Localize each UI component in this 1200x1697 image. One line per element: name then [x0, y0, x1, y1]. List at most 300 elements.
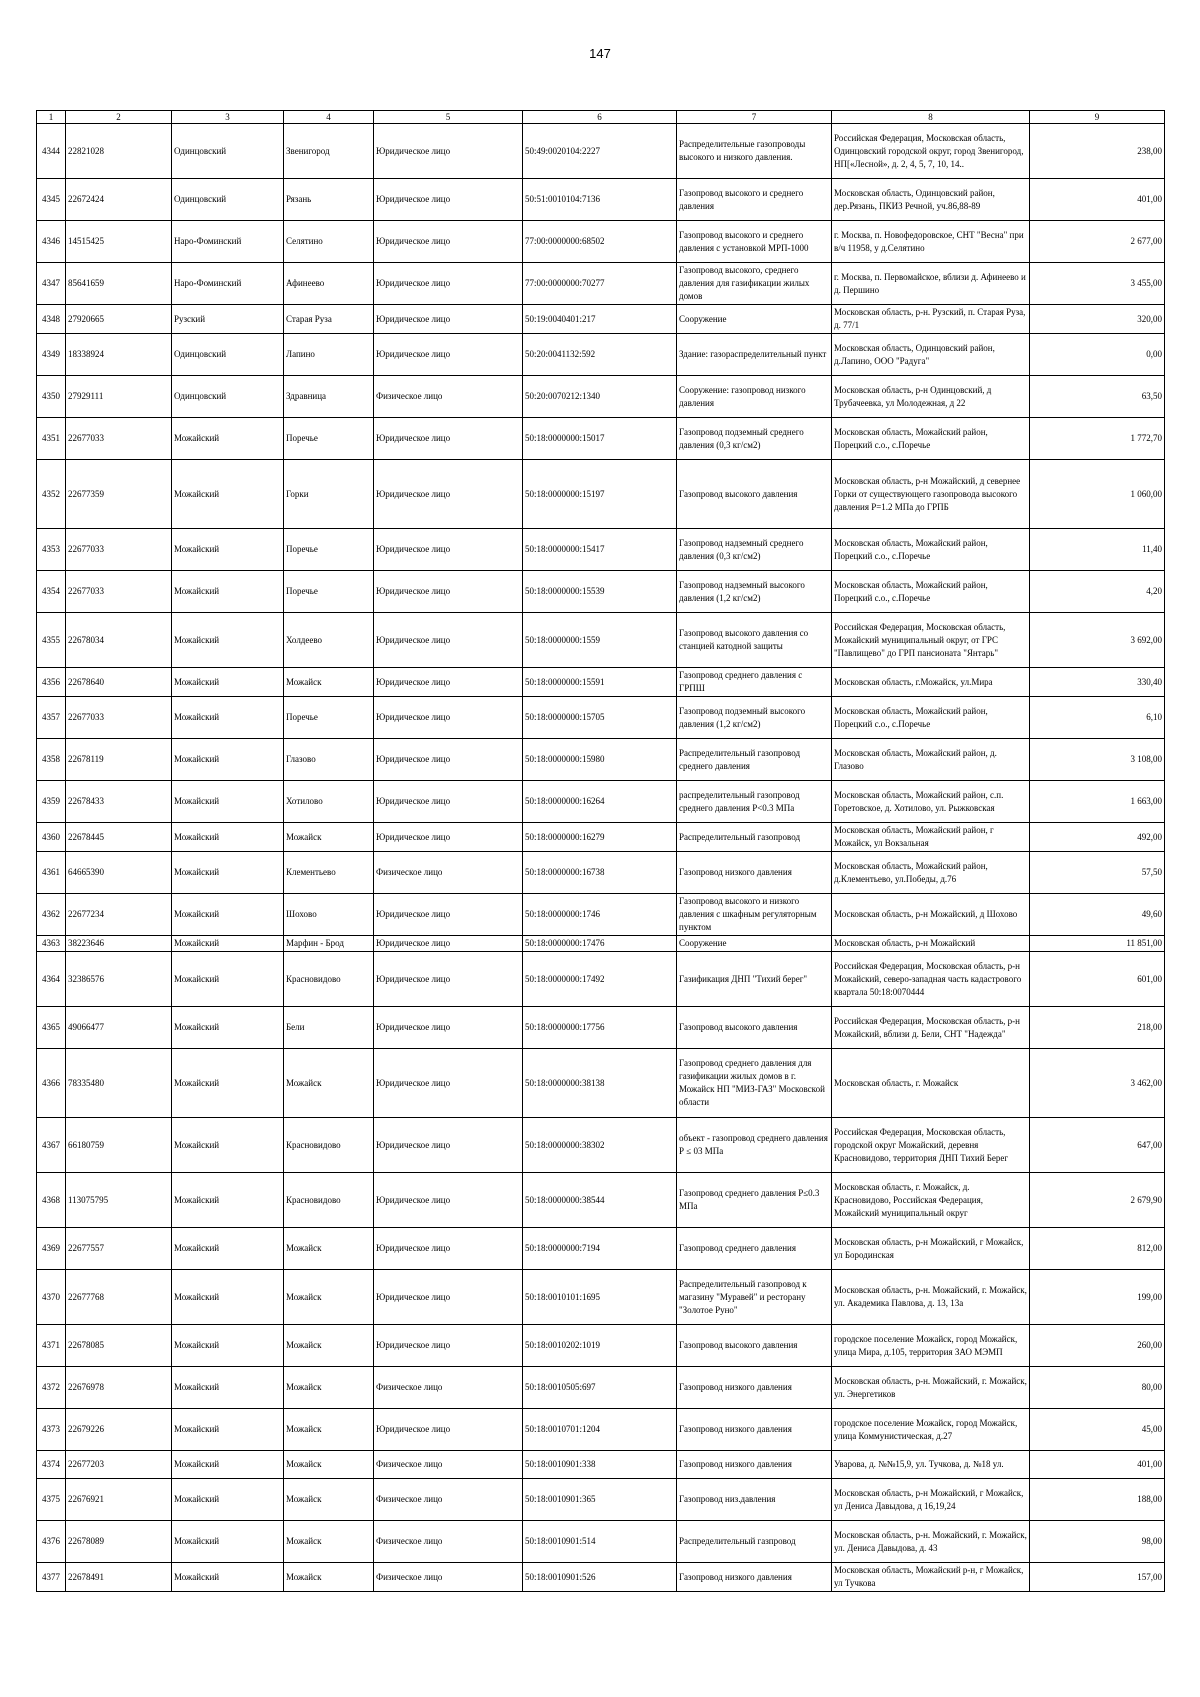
table-row	[37, 1007, 1165, 1049]
record-id-cell: 22678119	[66, 739, 172, 781]
object-description-cell: Распределительные газопроводы высокого и низкого давления.	[677, 124, 832, 179]
district-cell: Можайский	[172, 1118, 284, 1173]
cadastral-number-cell: 50:18:0000000:15197	[523, 460, 677, 529]
cadastral-number-cell: 50:18:0010505:697	[523, 1367, 677, 1409]
object-description-cell: Газопровод низ.давления	[677, 1479, 832, 1521]
cadastral-number-cell: 50:49:0020104:2227	[523, 124, 677, 179]
row-number-cell: 4366	[37, 1049, 66, 1118]
object-description-cell: Газопровод высокого и среднего давления	[677, 179, 832, 221]
object-description-cell: распределительный газопровод среднего давления Р<0.3 МПа	[677, 781, 832, 823]
cadastral-number-cell: 50:18:0010901:514	[523, 1521, 677, 1563]
locality-cell: Шохово	[284, 894, 374, 936]
district-cell: Одинцовский	[172, 124, 284, 179]
locality-cell: Можайск	[284, 1563, 374, 1592]
district-cell: Можайский	[172, 1367, 284, 1409]
row-number-cell: 4356	[37, 668, 66, 697]
row-number-cell: 4367	[37, 1118, 66, 1173]
locality-cell: Красновидово	[284, 1173, 374, 1228]
locality-cell: Бели	[284, 1007, 374, 1049]
owner-type-cell: Юридическое лицо	[374, 529, 523, 571]
locality-cell: Можайск	[284, 823, 374, 852]
object-description-cell: Газопровод низкого давления	[677, 1451, 832, 1479]
cadastral-number-cell: 50:18:0000000:17476	[523, 936, 677, 952]
area-value-cell: 4,20	[1030, 571, 1165, 613]
column-number-header: 9	[1030, 111, 1165, 124]
record-id-cell: 78335480	[66, 1049, 172, 1118]
owner-type-cell: Юридическое лицо	[374, 1007, 523, 1049]
district-cell: Можайский	[172, 952, 284, 1007]
object-description-cell: объект - газопровод среднего давления Р ≤ 03 МПа	[677, 1118, 832, 1173]
table-row	[37, 1563, 1165, 1592]
column-number-header: 6	[523, 111, 677, 124]
owner-type-cell: Юридическое лицо	[374, 894, 523, 936]
object-description-cell: Газопровод низкого давления	[677, 1409, 832, 1451]
record-id-cell: 49066477	[66, 1007, 172, 1049]
area-value-cell: 199,00	[1030, 1270, 1165, 1325]
column-number-header: 5	[374, 111, 523, 124]
area-value-cell: 401,00	[1030, 179, 1165, 221]
object-description-cell: Газопровод высокого, среднего давления для газификации жилых домов	[677, 263, 832, 305]
object-description-cell: Газопровод надземный среднего давления (0,3 кг/см2)	[677, 529, 832, 571]
owner-type-cell: Юридическое лицо	[374, 179, 523, 221]
cadastral-number-cell: 50:18:0010701:1204	[523, 1409, 677, 1451]
address-cell: Московская область, г. Можайск	[832, 1049, 1030, 1118]
area-value-cell: 157,00	[1030, 1563, 1165, 1592]
table-row	[37, 894, 1165, 936]
object-description-cell: Газопровод надземный высокого давления (1,2 кг/см2)	[677, 571, 832, 613]
cadastral-number-cell: 50:18:0000000:1746	[523, 894, 677, 936]
address-cell: Московская область, г. Можайск, д. Красновидово, Российская Федерация, Можайский муниципальный округ	[832, 1173, 1030, 1228]
address-cell: Московская область, Можайский район, с.п. Горетовское, д. Хотилово, ул. Рыжковская	[832, 781, 1030, 823]
address-cell: Российская Федерация, Московская область, Можайский муниципальный округ, от ГРС "Павлищево" до ГРП пансионата "Янтарь"	[832, 613, 1030, 668]
object-description-cell: Сооружение: газопровод низкого давления	[677, 376, 832, 418]
table-row	[37, 739, 1165, 781]
record-id-cell: 18338924	[66, 334, 172, 376]
address-cell: Московская область, р-н Можайский, д Шохово	[832, 894, 1030, 936]
table-row	[37, 697, 1165, 739]
cadastral-number-cell: 50:18:0000000:7194	[523, 1228, 677, 1270]
object-description-cell: Здание: газораспределительный пункт	[677, 334, 832, 376]
address-cell: Московская область, р-н Можайский	[832, 936, 1030, 952]
locality-cell: Звенигород	[284, 124, 374, 179]
locality-cell: Рязань	[284, 179, 374, 221]
table-row	[37, 529, 1165, 571]
cadastral-number-cell: 50:19:0040401:217	[523, 305, 677, 334]
locality-cell: Красновидово	[284, 952, 374, 1007]
owner-type-cell: Юридическое лицо	[374, 1325, 523, 1367]
district-cell: Можайский	[172, 1173, 284, 1228]
cadastral-number-cell: 50:18:0010202:1019	[523, 1325, 677, 1367]
row-number-cell: 4355	[37, 613, 66, 668]
district-cell: Можайский	[172, 823, 284, 852]
column-number-header: 4	[284, 111, 374, 124]
owner-type-cell: Физическое лицо	[374, 376, 523, 418]
record-id-cell: 22677359	[66, 460, 172, 529]
cadastral-number-cell: 50:18:0000000:38302	[523, 1118, 677, 1173]
table-row	[37, 334, 1165, 376]
object-description-cell: Газопровод высокого давления	[677, 460, 832, 529]
object-description-cell: Газопровод высокого давления со станцией катодной защиты	[677, 613, 832, 668]
area-value-cell: 57,50	[1030, 852, 1165, 894]
owner-type-cell: Физическое лицо	[374, 852, 523, 894]
row-number-cell: 4354	[37, 571, 66, 613]
address-cell: Московская область, Одинцовский район, д.Лапино, ООО "Радуга"	[832, 334, 1030, 376]
table-row	[37, 305, 1165, 334]
object-description-cell: Газопровод высокого давления	[677, 1325, 832, 1367]
cadastral-number-cell: 50:18:0000000:16264	[523, 781, 677, 823]
locality-cell: Горки	[284, 460, 374, 529]
record-id-cell: 14515425	[66, 221, 172, 263]
table-row	[37, 571, 1165, 613]
locality-cell: Лапино	[284, 334, 374, 376]
table-row	[37, 376, 1165, 418]
object-description-cell: Газопровод среднего давления Р≤0.3 МПа	[677, 1173, 832, 1228]
table-row	[37, 1270, 1165, 1325]
page-number: 147	[589, 46, 611, 61]
locality-cell: Можайск	[284, 1479, 374, 1521]
area-value-cell: 492,00	[1030, 823, 1165, 852]
object-description-cell: Газопровод высокого и низкого давления с шкафным регуляторным пунктом	[677, 894, 832, 936]
area-value-cell: 1 663,00	[1030, 781, 1165, 823]
table-row	[37, 1049, 1165, 1118]
area-value-cell: 45,00	[1030, 1409, 1165, 1451]
record-id-cell: 22678640	[66, 668, 172, 697]
table-row	[37, 179, 1165, 221]
table-row	[37, 1479, 1165, 1521]
owner-type-cell: Юридическое лицо	[374, 697, 523, 739]
district-cell: Одинцовский	[172, 334, 284, 376]
owner-type-cell: Физическое лицо	[374, 1479, 523, 1521]
district-cell: Можайский	[172, 1451, 284, 1479]
record-id-cell: 22678445	[66, 823, 172, 852]
record-id-cell: 22678085	[66, 1325, 172, 1367]
row-number-cell: 4361	[37, 852, 66, 894]
record-id-cell: 22676978	[66, 1367, 172, 1409]
cadastral-number-cell: 50:18:0000000:16279	[523, 823, 677, 852]
area-value-cell: 812,00	[1030, 1228, 1165, 1270]
locality-cell: Можайск	[284, 1270, 374, 1325]
column-number-header: 7	[677, 111, 832, 124]
row-number-cell: 4349	[37, 334, 66, 376]
district-cell: Можайский	[172, 529, 284, 571]
row-number-cell: 4365	[37, 1007, 66, 1049]
locality-cell: Здравница	[284, 376, 374, 418]
table-row	[37, 613, 1165, 668]
locality-cell: Афинеево	[284, 263, 374, 305]
cadastral-number-cell: 50:18:0000000:16738	[523, 852, 677, 894]
object-description-cell: Газопровод высокого и среднего давления с установкой МРП-1000	[677, 221, 832, 263]
area-value-cell: 320,00	[1030, 305, 1165, 334]
area-value-cell: 0,00	[1030, 334, 1165, 376]
table-row	[37, 1451, 1165, 1479]
record-id-cell: 113075795	[66, 1173, 172, 1228]
cadastral-number-cell: 50:18:0000000:15980	[523, 739, 677, 781]
cadastral-number-cell: 50:18:0000000:1559	[523, 613, 677, 668]
locality-cell: Марфин - Брод	[284, 936, 374, 952]
area-value-cell: 188,00	[1030, 1479, 1165, 1521]
cadastral-number-cell: 50:18:0000000:38544	[523, 1173, 677, 1228]
address-cell: Московская область, р-н. Можайский, г. Можайск, ул. Академика Павлова, д. 13, 13а	[832, 1270, 1030, 1325]
locality-cell: Поречье	[284, 571, 374, 613]
area-value-cell: 49,60	[1030, 894, 1165, 936]
address-cell: Российская Федерация, Московская область, городской округ Можайский, деревня Красновидово, территория ДНП Тихий Берег	[832, 1118, 1030, 1173]
address-cell: Московская область, р-н. Можайский, г. Можайск, ул. Дениса Давыдова, д. 43	[832, 1521, 1030, 1563]
address-cell: Московская область, Можайский район, г Можайск, ул Вокзальная	[832, 823, 1030, 852]
row-number-cell: 4348	[37, 305, 66, 334]
owner-type-cell: Юридическое лицо	[374, 1228, 523, 1270]
locality-cell: Красновидово	[284, 1118, 374, 1173]
area-value-cell: 3 462,00	[1030, 1049, 1165, 1118]
record-id-cell: 27920665	[66, 305, 172, 334]
address-cell: Российская Федерация, Московская область, р-н Можайский, вблизи д. Бели, СНТ "Надежда"	[832, 1007, 1030, 1049]
record-id-cell: 85641659	[66, 263, 172, 305]
area-value-cell: 11 851,00	[1030, 936, 1165, 952]
table-row	[37, 124, 1165, 179]
address-cell: Московская область, р-н Можайский, г Можайск, ул Бородинская	[832, 1228, 1030, 1270]
object-description-cell: Сооружение	[677, 936, 832, 952]
cadastral-number-cell: 50:18:0000000:15539	[523, 571, 677, 613]
cadastral-number-cell: 50:20:0041132:592	[523, 334, 677, 376]
row-number-cell: 4351	[37, 418, 66, 460]
record-id-cell: 22677203	[66, 1451, 172, 1479]
owner-type-cell: Юридическое лицо	[374, 1270, 523, 1325]
row-number-cell: 4370	[37, 1270, 66, 1325]
cadastral-number-cell: 50:18:0000000:38138	[523, 1049, 677, 1118]
cadastral-number-cell: 50:18:0000000:15017	[523, 418, 677, 460]
district-cell: Наро-Фоминский	[172, 221, 284, 263]
record-id-cell: 22679226	[66, 1409, 172, 1451]
owner-type-cell: Физическое лицо	[374, 1521, 523, 1563]
locality-cell: Можайск	[284, 1521, 374, 1563]
district-cell: Одинцовский	[172, 179, 284, 221]
record-id-cell: 22677033	[66, 571, 172, 613]
area-value-cell: 401,00	[1030, 1451, 1165, 1479]
district-cell: Можайский	[172, 894, 284, 936]
record-id-cell: 22677557	[66, 1228, 172, 1270]
address-cell: Московская область, Можайский район, д. Глазово	[832, 739, 1030, 781]
district-cell: Можайский	[172, 1325, 284, 1367]
area-value-cell: 98,00	[1030, 1521, 1165, 1563]
object-description-cell: Распределительный газпровод	[677, 1521, 832, 1563]
locality-cell: Поречье	[284, 697, 374, 739]
owner-type-cell: Юридическое лицо	[374, 1173, 523, 1228]
owner-type-cell: Юридическое лицо	[374, 1409, 523, 1451]
district-cell: Можайский	[172, 418, 284, 460]
owner-type-cell: Юридическое лицо	[374, 936, 523, 952]
cadastral-number-cell: 77:00:0000000:70277	[523, 263, 677, 305]
area-value-cell: 11,40	[1030, 529, 1165, 571]
row-number-cell: 4372	[37, 1367, 66, 1409]
district-cell: Можайский	[172, 1270, 284, 1325]
cadastral-number-cell: 50:18:0010901:338	[523, 1451, 677, 1479]
owner-type-cell: Юридическое лицо	[374, 221, 523, 263]
gas-pipeline-register-table	[36, 110, 1165, 1592]
area-value-cell: 601,00	[1030, 952, 1165, 1007]
owner-type-cell: Юридическое лицо	[374, 1118, 523, 1173]
cadastral-number-cell: 50:18:0010101:1695	[523, 1270, 677, 1325]
table-row	[37, 1118, 1165, 1173]
table-row	[37, 1173, 1165, 1228]
address-cell: Московская область, Можайский район, д.Клементьево, ул.Победы, д.76	[832, 852, 1030, 894]
cadastral-number-cell: 50:18:0000000:15591	[523, 668, 677, 697]
record-id-cell: 22677033	[66, 529, 172, 571]
owner-type-cell: Юридическое лицо	[374, 781, 523, 823]
locality-cell: Старая Руза	[284, 305, 374, 334]
row-number-cell: 4352	[37, 460, 66, 529]
area-value-cell: 647,00	[1030, 1118, 1165, 1173]
area-value-cell: 260,00	[1030, 1325, 1165, 1367]
area-value-cell: 2 679,90	[1030, 1173, 1165, 1228]
table-row	[37, 1409, 1165, 1451]
object-description-cell: Газопровод низкого давления	[677, 1563, 832, 1592]
row-number-cell: 4358	[37, 739, 66, 781]
owner-type-cell: Юридическое лицо	[374, 952, 523, 1007]
address-cell: Московская область, г.Можайск, ул.Мира	[832, 668, 1030, 697]
owner-type-cell: Юридическое лицо	[374, 334, 523, 376]
address-cell: Московская область, р-н. Рузский, п. Старая Руза, д. 77/1	[832, 305, 1030, 334]
record-id-cell: 27929111	[66, 376, 172, 418]
area-value-cell: 2 677,00	[1030, 221, 1165, 263]
cadastral-number-cell: 50:18:0010901:365	[523, 1479, 677, 1521]
table-row	[37, 852, 1165, 894]
address-cell: Уварова, д. №№15,9, ул. Тучкова, д. №18 ул.	[832, 1451, 1030, 1479]
row-number-cell: 4357	[37, 697, 66, 739]
area-value-cell: 330,40	[1030, 668, 1165, 697]
cadastral-number-cell: 50:20:0070212:1340	[523, 376, 677, 418]
record-id-cell: 22677234	[66, 894, 172, 936]
cadastral-number-cell: 50:18:0000000:17492	[523, 952, 677, 1007]
address-cell: Московская область, р-н Можайский, г Можайск, ул Дениса Давыдова, д 16,19,24	[832, 1479, 1030, 1521]
cadastral-number-cell: 77:00:0000000:68502	[523, 221, 677, 263]
district-cell: Можайский	[172, 1479, 284, 1521]
record-id-cell: 22677033	[66, 418, 172, 460]
owner-type-cell: Юридическое лицо	[374, 739, 523, 781]
district-cell: Можайский	[172, 1563, 284, 1592]
area-value-cell: 218,00	[1030, 1007, 1165, 1049]
row-number-cell: 4374	[37, 1451, 66, 1479]
owner-type-cell: Юридическое лицо	[374, 460, 523, 529]
cadastral-number-cell: 50:18:0000000:15417	[523, 529, 677, 571]
row-number-cell: 4359	[37, 781, 66, 823]
cadastral-number-cell: 50:18:0010901:526	[523, 1563, 677, 1592]
table-row	[37, 936, 1165, 952]
object-description-cell: Газопровод подземный среднего давления (0,3 кг/см2)	[677, 418, 832, 460]
locality-cell: Можайск	[284, 1367, 374, 1409]
district-cell: Можайский	[172, 936, 284, 952]
owner-type-cell: Юридическое лицо	[374, 613, 523, 668]
row-number-cell: 4347	[37, 263, 66, 305]
table-row	[37, 1521, 1165, 1563]
record-id-cell: 22678433	[66, 781, 172, 823]
object-description-cell: Распределительный газопровод среднего давления	[677, 739, 832, 781]
row-number-cell: 4363	[37, 936, 66, 952]
owner-type-cell: Юридическое лицо	[374, 823, 523, 852]
locality-cell: Можайск	[284, 1228, 374, 1270]
locality-cell: Поречье	[284, 418, 374, 460]
table-row	[37, 668, 1165, 697]
district-cell: Можайский	[172, 1409, 284, 1451]
table-row	[37, 1325, 1165, 1367]
table-row	[37, 952, 1165, 1007]
owner-type-cell: Физическое лицо	[374, 1451, 523, 1479]
column-number-header-row	[37, 111, 1165, 124]
row-number-cell: 4353	[37, 529, 66, 571]
row-number-cell: 4377	[37, 1563, 66, 1592]
district-cell: Можайский	[172, 613, 284, 668]
row-number-cell: 4373	[37, 1409, 66, 1451]
row-number-cell: 4350	[37, 376, 66, 418]
address-cell: городское поселение Можайск, город Можайск, улица Мира, д.105, территория ЗАО МЭМП	[832, 1325, 1030, 1367]
row-number-cell: 4364	[37, 952, 66, 1007]
district-cell: Можайский	[172, 1049, 284, 1118]
district-cell: Можайский	[172, 781, 284, 823]
object-description-cell: Газопровод высокого давления	[677, 1007, 832, 1049]
district-cell: Можайский	[172, 697, 284, 739]
area-value-cell: 63,50	[1030, 376, 1165, 418]
record-id-cell: 66180759	[66, 1118, 172, 1173]
locality-cell: Холдеево	[284, 613, 374, 668]
owner-type-cell: Юридическое лицо	[374, 571, 523, 613]
record-id-cell: 22677033	[66, 697, 172, 739]
address-cell: Московская область, Можайский район, Порецкий с.о., с.Поречье	[832, 697, 1030, 739]
owner-type-cell: Юридическое лицо	[374, 1049, 523, 1118]
object-description-cell: Газификация ДНП "Тихий берег"	[677, 952, 832, 1007]
locality-cell: Можайск	[284, 1451, 374, 1479]
record-id-cell: 38223646	[66, 936, 172, 952]
address-cell: городское поселение Можайск, город Можайск, улица Коммунистическая, д.27	[832, 1409, 1030, 1451]
object-description-cell: Газопровод низкого давления	[677, 852, 832, 894]
row-number-cell: 4345	[37, 179, 66, 221]
address-cell: г. Москва, п. Первомайское, вблизи д. Афинеево и д. Першино	[832, 263, 1030, 305]
object-description-cell: Распределительный газопровод	[677, 823, 832, 852]
district-cell: Наро-Фоминский	[172, 263, 284, 305]
row-number-cell: 4362	[37, 894, 66, 936]
address-cell: Московская область, Можайский р-н, г Можайск, ул Тучкова	[832, 1563, 1030, 1592]
column-number-header: 8	[832, 111, 1030, 124]
district-cell: Можайский	[172, 852, 284, 894]
locality-cell: Можайск	[284, 1325, 374, 1367]
record-id-cell: 64665390	[66, 852, 172, 894]
locality-cell: Можайск	[284, 668, 374, 697]
address-cell: Московская область, Можайский район, Порецкий с.о., с.Поречье	[832, 418, 1030, 460]
object-description-cell: Газопровод среднего давления с ГРПШ	[677, 668, 832, 697]
column-number-header: 2	[66, 111, 172, 124]
cadastral-number-cell: 50:51:0010104:7136	[523, 179, 677, 221]
owner-type-cell: Юридическое лицо	[374, 305, 523, 334]
record-id-cell: 22821028	[66, 124, 172, 179]
owner-type-cell: Юридическое лицо	[374, 668, 523, 697]
table-body	[37, 124, 1165, 1592]
locality-cell: Можайск	[284, 1049, 374, 1118]
table-row	[37, 263, 1165, 305]
area-value-cell: 1 772,70	[1030, 418, 1165, 460]
row-number-cell: 4344	[37, 124, 66, 179]
table-row	[37, 418, 1165, 460]
table-row	[37, 823, 1165, 852]
record-id-cell: 22678089	[66, 1521, 172, 1563]
owner-type-cell: Физическое лицо	[374, 1563, 523, 1592]
row-number-cell: 4375	[37, 1479, 66, 1521]
owner-type-cell: Юридическое лицо	[374, 418, 523, 460]
district-cell: Одинцовский	[172, 376, 284, 418]
area-value-cell: 238,00	[1030, 124, 1165, 179]
locality-cell: Глазово	[284, 739, 374, 781]
owner-type-cell: Юридическое лицо	[374, 263, 523, 305]
locality-cell: Поречье	[284, 529, 374, 571]
address-cell: Российская Федерация, Московская область, р-н Можайский, северо-западная часть кадастрового квартала 50:18:0070444	[832, 952, 1030, 1007]
table-row	[37, 221, 1165, 263]
row-number-cell: 4369	[37, 1228, 66, 1270]
